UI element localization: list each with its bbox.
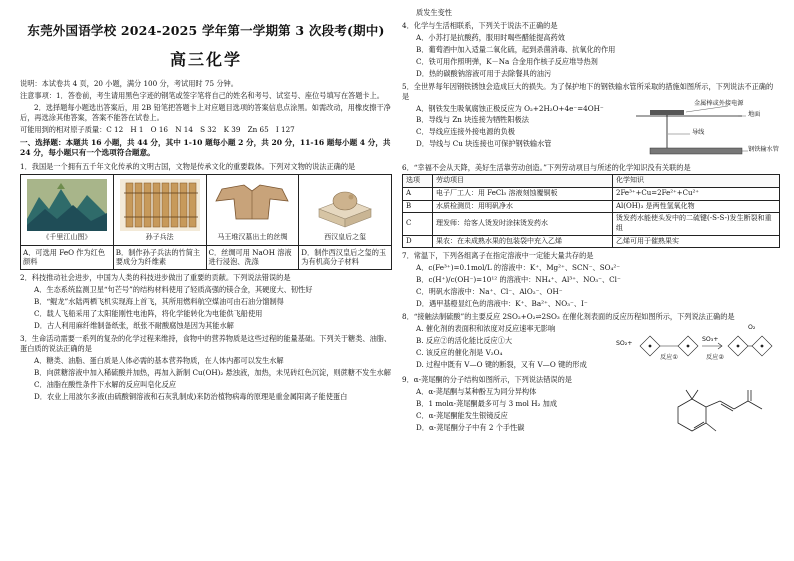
pipeline-diagram — [630, 99, 780, 160]
question-2 — [20, 273, 392, 331]
q1-artifact-silk — [206, 174, 299, 245]
diagram-label-electrode: 金属棒或外接电源 — [694, 99, 744, 107]
q8-options — [402, 324, 633, 372]
q6-row-c-labor: 理发师：给客人烫发时涂抹烫发药水 — [433, 213, 613, 235]
exam-intro: 说明：本试卷共 4 页，20 小题，满分 100 分，考试用时 75 分钟。 — [20, 79, 238, 89]
q6-table — [402, 174, 780, 248]
table-row — [403, 188, 780, 201]
q3-option-a: A．糖类、油脂、蛋白质是人体必需的基本营养物质，在人体内都可以发生水解 — [34, 355, 284, 365]
q7-stem: 7．常温下，下列各组离子在指定溶液中一定能大量共存的是 — [402, 251, 594, 261]
q7-option-d: D．遇甲基橙显红色的溶液中：K⁺、Ba²⁺、NO₃⁻、I⁻ — [416, 299, 588, 309]
q1-caption-3: 马王堆汉墓出土的丝绸 — [217, 232, 288, 241]
q2-option-a: A．生态系统监测卫星“句芒号”的结构材料使用了轻质高强的镁合金，其硬度大、韧性好 — [34, 285, 313, 295]
table-row — [403, 235, 780, 248]
q5-option-c: C．导线应连接外接电源的负极 — [416, 127, 515, 137]
q1-artifact-bamboo — [113, 174, 206, 245]
q9-option-b: B．1 molα-荛尾酮最多可与 3 mol H₂ 加成 — [416, 398, 558, 408]
q6-header-labor: 劳动项目 — [433, 175, 613, 188]
question-9 — [402, 375, 780, 443]
question-8 — [402, 312, 780, 372]
q1-option-b: B．制作孙子兵法的竹简主要成分为纤维素 — [113, 245, 206, 270]
q6-row-b-key: B — [403, 200, 433, 213]
q1-artifact-seal — [299, 174, 392, 245]
note-1: 注意事项：1．答卷前，考生请用黑色字迹的钢笔或签字笔将自己的姓名和考号、试室号、座位号填写在答题卡上。 — [20, 91, 384, 101]
q6-row-b-labor: 水质检测员：用明矾净水 — [433, 200, 613, 213]
q8-option-a: A. 催化剂的表面积和浓度对反应速率无影响 — [416, 324, 556, 333]
note-2: 2．选择题每小题选出答案后，用 2B 铅笔把答题卡上对应题目选项的答案信息点涂黑。如需改动，用橡皮擦干净后，再选涂其他答案，答案不能答在试卷上。 — [20, 103, 391, 123]
mech-label-o2: O₂ — [748, 324, 756, 331]
q5-option-d: D．导线与 Cu 块连接也可保护钢铁输水管 — [416, 139, 552, 149]
right-column — [402, 8, 780, 443]
q6-row-a-labor: 电子厂工人：用 FeCl₃ 溶液刻蚀覆铜板 — [433, 188, 613, 201]
q6-row-c-key: C — [403, 213, 433, 235]
atomic-masses: 可能用到的相对原子质量：C 12 H 1 O 16 N 14 S 32 K 39 Zn 65 I 127 — [20, 125, 295, 135]
q3-option-c: C．油脂在酸性条件下水解的反应叫皂化反应 — [34, 379, 177, 389]
mech-label-step2: 反应② — [706, 354, 724, 361]
q8-option-d: D. 过程中既有 V—O 键的断裂，又有 V—O 键的形成 — [416, 359, 587, 369]
q2-option-c: C．载人飞船采用了太阳能刚性电池阵，将化学能转化为电能供飞船使用 — [34, 309, 263, 319]
question-4 — [402, 21, 780, 79]
mech-label-so2: SO₂+ — [616, 340, 633, 347]
q7-option-a: A．c(Fe³⁺)=0.1mol/L 的溶液中：K⁺、Mg²⁺、SCN⁻、SO₄²⁻ — [416, 263, 621, 273]
q8-option-b: B. 反应②的活化能比反应①大 — [416, 335, 513, 345]
subject-title: 高三化学 — [169, 50, 242, 70]
q5-stem: 5．全世界每年因钢铁锈蚀会造成巨大的损失。为了保护地下的钢铁输水管所采取的措施如图所示，下列说法不正确的是 — [402, 81, 774, 101]
silk-robe-image — [209, 177, 297, 233]
question-6 — [402, 163, 780, 249]
q6-row-b-knowledge: Al(OH)₃ 是两性氢氧化物 — [613, 200, 780, 213]
q8-option-c: C. 该反应的催化剂是 V₂O₄ — [416, 347, 503, 357]
q6-stem: 6．“幸福不会从天降，美好生活靠劳动创造。”下列劳动项目与所述的化学知识没有关联的是 — [402, 162, 691, 172]
q3-option-d: D．农业上用波尔多液(由硫酸铜溶液和石灰乳制成)来防治植物病毒的原理是重金属阳离子能使蛋白 — [34, 391, 348, 401]
question-5 — [402, 82, 780, 160]
exam-title: 东莞外国语学校 2024-2025 学年第一学期第 3 次段考(期中) — [27, 23, 385, 38]
q4-option-b: B．葡萄酒中加入适量二氧化硫，起到杀菌消毒、抗氧化的作用 — [416, 44, 616, 54]
q1-caption-1: 《千里江山图》 — [42, 232, 92, 241]
jade-seal-image — [301, 177, 389, 233]
q4-option-a: A．小苏打是抗酸药，服用时喝些醋能提高药效 — [416, 32, 565, 42]
q1-option-a: A．可选用 FeO 作为红色颜料 — [21, 245, 114, 270]
q5-option-a: A．钢铁发生吸氧腐蚀正极反应为 O₂+2H₂O+4e⁻=4OH⁻ — [416, 103, 604, 113]
q3-option-b: B．向蔗糖溶液中加入稀硫酸并加热，再加入新制 Cu(OH)₂ 悬浊液，加热，未见砖红色沉淀，则蔗糖不发生水解 — [34, 367, 391, 377]
q8-block — [402, 324, 780, 372]
ionone-structure-diagram — [650, 387, 780, 443]
q9-block — [402, 387, 780, 443]
q5-option-b: B．导线与 Zn 块连接为牺牲阳极法 — [416, 115, 529, 125]
question-7 — [402, 251, 780, 309]
q1-stem: 1．我国是一个拥有五千年文化传承的文明古国，文物是传承文化的重要载体。下列对文物的说法正确的是 — [20, 161, 356, 171]
q1-artifact-painting — [21, 174, 114, 245]
section-1-heading: 一、选择题：本题共 16 小题，共 44 分，其中 1-10 题每小题 2 分，共 20 分，11-16 题每小题 4 分，共 24 分，每小题只有一个选项符合题意。 — [20, 138, 391, 158]
q1-caption-4: 西汉皇后之玺 — [324, 232, 367, 241]
q5-block — [402, 99, 780, 160]
q6-row-d-knowledge: 乙烯可用于催熟果实 — [613, 235, 780, 248]
q9-option-c: C．α-荛尾酮能发生银镜反应 — [416, 410, 508, 420]
q9-option-a: A．α-荛尾酮与某种酚互为同分异构体 — [416, 386, 537, 396]
q1-caption-2: 孙子兵法 — [145, 232, 174, 241]
q4-option-d: D．热的碳酸钠溶液可用于去除餐具的油污 — [416, 68, 552, 78]
q5-options — [402, 104, 630, 160]
question-3 — [20, 334, 392, 402]
q6-header-knowledge: 化学知识 — [613, 175, 780, 188]
diagram-label-ground: 地面 — [748, 110, 761, 118]
diagram-label-pipe: 钢铁输水管 — [748, 145, 779, 153]
catalyst-mechanism-diagram — [616, 324, 780, 368]
question-1 — [20, 162, 392, 270]
q8-stem: 8．“接触法制硫酸”的主要反应 2SO₂+O₂⇌2SO₃ 在催化剂表面的反应历程如图所示，下列说法正确的是 — [402, 312, 735, 322]
left-column — [20, 8, 392, 404]
q7-option-b: B．c(H⁺)/c(OH⁻)=10¹² 的溶液中：NH₄⁺、Al³⁺、NO₃⁻、Cl⁻ — [416, 275, 621, 285]
q6-header-row — [403, 175, 780, 188]
q4-stem: 4．化学与生活相联系，下列关于说法不正确的是 — [402, 20, 558, 30]
q1-artifact-table — [20, 174, 392, 271]
q7-option-c: C．明矾水溶液中：Na⁺、Cl⁻、AlO₂⁻、OH⁻ — [416, 287, 563, 297]
mech-label-step1: 反应① — [660, 354, 678, 361]
q1-option-c: C．丝绸可用 NaOH 溶液进行浸泡、洗涤 — [206, 245, 299, 270]
q2-option-b: B．“鲲龙”水陆两栖飞机实现海上首飞，其所用燃料航空煤油可由石油分馏制得 — [34, 297, 284, 307]
q9-option-d: D．α-荛尾酮分子中有 2 个手性碳 — [416, 422, 525, 432]
q3-continuation: 质发生变性 — [416, 8, 452, 17]
table-row — [403, 213, 780, 235]
landscape-painting-image — [23, 177, 111, 233]
q2-option-d: D．古人利用麻纤维制备纸张，纸张不耐酸腐蚀是因为其能水解 — [34, 321, 234, 331]
mech-label-so3: SO₃+ — [702, 336, 719, 343]
bamboo-slips-image — [116, 177, 204, 233]
table-row — [403, 200, 780, 213]
q1-option-d: D．制作西汉皇后之玺的玉为有机高分子材料 — [299, 245, 392, 270]
q3-stem: 3．生命活动需要一系列的复杂的化学过程来维持，食物中的营养物质是这些过程的能量基础。下列关于糖类、油脂、蛋白质的说法正确的是 — [20, 334, 392, 354]
q9-stem: 9．α-荛尾酮的分子结构如图所示，下列说法错误的是 — [402, 374, 572, 384]
q6-row-c-knowledge: 烫发药水能使头发中的二硫键(-S-S-)发生断裂和重组 — [613, 213, 780, 235]
q6-row-a-knowledge: 2Fe³⁺+Cu=2Fe²⁺+Cu²⁺ — [613, 188, 780, 201]
q6-row-d-key: D — [403, 235, 433, 248]
diagram-label-wire: 导线 — [692, 128, 705, 136]
q4-option-c: C．铁可用作照明弹，K－Na 合金用作核子反应堆导热剂 — [416, 56, 598, 66]
q6-row-a-key: A — [403, 188, 433, 201]
q6-row-d-labor: 果农：在未成熟水果的包装袋中充入乙烯 — [433, 235, 613, 248]
q6-header-option: 选项 — [403, 175, 433, 188]
q2-stem: 2．科技推动社会进步，中国为人类的科技进步做出了重要的贡献。下列说法错误的是 — [20, 273, 291, 283]
q9-options — [402, 387, 650, 443]
